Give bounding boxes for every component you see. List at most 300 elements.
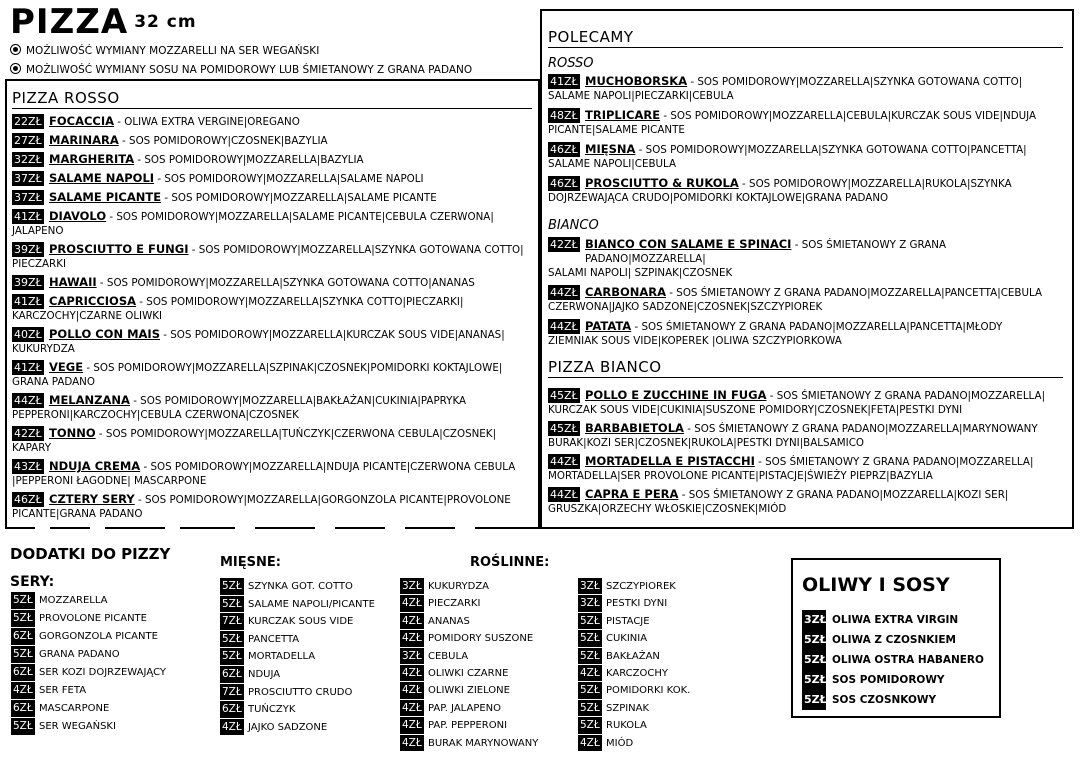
note-vegan-cheese	[10, 44, 319, 59]
menu-item-line	[548, 421, 1068, 436]
price-tag: 39ZŁ	[12, 275, 44, 290]
polecamy-rosso-label: ROSSO	[548, 56, 594, 71]
menu-item-line	[12, 171, 534, 186]
price-tag: 45ZŁ	[548, 421, 580, 436]
item-name: PROSCIUTTO & RUKOLA	[585, 176, 739, 190]
dash-segment	[50, 527, 90, 529]
menu-item	[12, 275, 534, 290]
item-description	[49, 426, 534, 441]
oil-price: 5ZŁ	[802, 630, 826, 650]
menu-item-line	[12, 242, 534, 257]
item-description	[585, 319, 1068, 334]
menu-item	[548, 487, 1068, 516]
addon-price: 5ZŁ	[11, 718, 35, 735]
item-ingredients: - SOS ŚMIETANOWY Z GRANA PADANO|MOZZARELLA|MARYNOWANY	[683, 423, 1038, 435]
item-description	[49, 275, 534, 290]
item-description	[49, 294, 534, 309]
addon-name: SER KOZI DOJRZEWAJĄCY	[39, 667, 167, 678]
item-description	[49, 133, 534, 148]
menu-item-line	[548, 74, 1068, 89]
addon-name: PIECZARKI	[428, 598, 481, 610]
menu-item-line	[12, 393, 534, 408]
item-ingredients-continued: SALAME NAPOLI|CEBULA	[548, 158, 677, 170]
menu-item	[12, 393, 534, 422]
item-description	[585, 237, 1068, 266]
addon-price: 6ZŁ	[11, 664, 35, 681]
addon-item	[578, 578, 690, 595]
menu-item-line	[12, 492, 534, 507]
item-name: MARINARA	[49, 133, 119, 147]
polecamy-bianco-list	[548, 237, 1068, 353]
roslinne-list-a	[400, 578, 538, 752]
addon-price: 5ZŁ	[220, 648, 244, 665]
addon-item	[11, 628, 166, 646]
item-description	[49, 209, 534, 224]
price-tag: 48ZŁ	[548, 108, 580, 123]
addon-item	[11, 610, 166, 628]
addon-price: 5ZŁ	[220, 578, 244, 595]
addon-item	[220, 666, 375, 684]
addon-item	[220, 701, 375, 719]
item-name: MARGHERITA	[49, 152, 135, 166]
item-name: MELANZANA	[49, 393, 130, 407]
polecamy-rosso-list	[548, 74, 1068, 210]
menu-item-line	[12, 327, 534, 342]
addon-item	[11, 700, 166, 718]
bianco-list	[548, 388, 1068, 520]
addon-price: 3ZŁ	[578, 595, 602, 611]
rosso-dashed-bottom	[5, 527, 540, 529]
addon-price: 5ZŁ	[578, 630, 602, 646]
addon-name: KURCZAK SOUS VIDE	[248, 616, 354, 628]
addon-price: 7ZŁ	[220, 684, 244, 701]
item-description	[585, 176, 1068, 191]
item-name: BIANCO CON SALAME E SPINACI	[585, 237, 792, 251]
menu-item	[12, 190, 534, 205]
addon-item	[220, 596, 375, 614]
menu-item	[12, 242, 534, 271]
title-rule	[12, 108, 532, 109]
item-name: CAPRICCIOSA	[49, 294, 137, 308]
item-ingredients: - SOS POMIDOROWY|MOZZARELLA|GORGONZOLA PICANTE|PROVOLONE	[134, 494, 511, 506]
dash-segment	[405, 527, 455, 529]
addon-item	[400, 717, 538, 734]
price-tag: 46ZŁ	[548, 142, 580, 157]
menu-item-line	[548, 454, 1068, 469]
item-name: CARBONARA	[585, 285, 667, 299]
bianco-section-title	[548, 358, 1063, 378]
item-ingredients-continued: KUKURYDZA	[12, 343, 75, 355]
addon-name: MASCARPONE	[39, 703, 110, 714]
addon-item	[400, 735, 538, 752]
title-text: PIZZA	[10, 2, 129, 42]
addon-name: OLIWKI ZIELONE	[428, 685, 510, 697]
menu-item	[12, 327, 534, 356]
addon-price: 4ZŁ	[11, 682, 35, 699]
item-description	[49, 152, 534, 167]
item-ingredients: - SOS POMIDOROWY|MOZZARELLA|BAZYLIA	[134, 154, 364, 166]
addon-item	[578, 630, 690, 647]
price-tag: 37ZŁ	[12, 171, 44, 186]
menu-item-line	[12, 275, 534, 290]
addon-name: RUKOLA	[606, 720, 647, 732]
addon-item	[400, 613, 538, 630]
menu-item	[548, 454, 1068, 483]
item-description	[585, 74, 1068, 89]
item-ingredients-continued: SALAMI NAPOLI| SZPINAK|CZOSNEK	[548, 267, 733, 279]
item-description	[585, 285, 1068, 300]
addon-name: PANCETTA	[248, 633, 300, 645]
rosso-box	[5, 79, 540, 529]
addon-name: MORTADELLA	[248, 651, 316, 663]
item-ingredients: - SOS POMIDOROWY|MOZZARELLA|RUKOLA|SZYNKA	[738, 178, 1012, 190]
item-ingredients-continued: KURCZAK SOUS VIDE|CUKINIA|SUSZONE POMIDORY|CZOSNEK|FETA|PESTKI DYNI	[548, 404, 963, 416]
price-tag: 22ZŁ	[12, 114, 44, 129]
addon-price: 4ZŁ	[400, 735, 424, 751]
menu-item	[548, 421, 1068, 450]
addon-name: CUKINIA	[606, 633, 648, 645]
oil-name: OLIWA OSTRA HABANERO	[832, 654, 984, 666]
price-tag: 41ZŁ	[12, 360, 44, 375]
addon-price: 6ZŁ	[11, 628, 35, 645]
bullet-icon	[10, 44, 21, 55]
sery-title: SERY:	[10, 574, 55, 590]
item-ingredients-continued: JALAPENO	[12, 225, 64, 237]
addon-item	[400, 700, 538, 717]
addon-name: MOZZARELLA	[39, 595, 108, 606]
item-name: VEGE	[49, 360, 84, 374]
addon-item	[220, 613, 375, 631]
item-description	[585, 487, 1068, 502]
item-ingredients: - SOS POMIDOROWY|MOZZARELLA|SALAME PICANTE|CEBULA CZERWONA|	[106, 211, 494, 223]
addon-price: 5ZŁ	[11, 592, 35, 609]
roslinne-title: ROŚLINNE:	[470, 555, 550, 570]
item-name: SALAME NAPOLI	[49, 171, 155, 185]
menu-item	[12, 114, 534, 129]
item-description	[49, 327, 534, 342]
roslinne-list-b	[578, 578, 690, 752]
menu-item-line	[548, 176, 1068, 191]
price-tag: 44ZŁ	[548, 454, 580, 469]
oil-price: 5ZŁ	[802, 650, 826, 670]
price-tag: 46ZŁ	[548, 176, 580, 191]
dash-segment	[255, 527, 315, 529]
addon-name: GORGONZOLA PICANTE	[39, 631, 158, 642]
price-tag: 41ZŁ	[12, 209, 44, 224]
item-ingredients: - SOS POMIDOROWY|MOZZARELLA|SZYNKA GOTOWANA COTTO|	[188, 244, 524, 256]
addon-item	[220, 719, 375, 737]
item-description	[585, 388, 1068, 403]
addon-price: 4ZŁ	[400, 717, 424, 733]
item-ingredients: - SOS POMIDOROWY|MOZZARELLA|NDUJA PICANTE|CZERWONA CEBULA	[140, 461, 516, 473]
menu-item	[12, 171, 534, 186]
menu-item	[12, 133, 534, 148]
addon-item	[220, 684, 375, 702]
item-name: MIĘSNA	[585, 142, 636, 156]
oil-price: 5ZŁ	[802, 670, 826, 690]
menu-item-line	[12, 114, 534, 129]
menu-item-line	[12, 209, 534, 224]
addon-name: PROSCIUTTO CRUDO	[248, 686, 353, 698]
item-ingredients-continued: PICANTE|SALAME PICANTE	[548, 124, 685, 136]
dash-segment	[105, 527, 165, 529]
menu-item-line	[548, 285, 1068, 300]
oil-price: 5ZŁ	[802, 690, 826, 710]
dash-segment	[475, 527, 540, 529]
price-tag: 39ZŁ	[12, 242, 44, 257]
oliwy-list	[802, 610, 984, 710]
addon-item	[400, 648, 538, 665]
menu-item-line	[548, 237, 1068, 266]
item-name: BARBABIETOLA	[585, 421, 684, 435]
addon-price: 3ZŁ	[400, 648, 424, 664]
menu-item	[548, 237, 1068, 280]
item-name: MUCHOBORSKA	[585, 74, 688, 88]
item-description	[585, 454, 1068, 469]
item-description	[49, 114, 534, 129]
price-tag: 44ZŁ	[548, 285, 580, 300]
price-tag: 37ZŁ	[12, 190, 44, 205]
item-description	[49, 360, 534, 375]
item-name: SALAME PICANTE	[49, 190, 162, 204]
title-rule	[548, 47, 1063, 48]
item-ingredients: - SOS POMIDOROWY|MOZZARELLA|SALAME PICANTE	[161, 192, 437, 204]
bullet-icon	[10, 63, 21, 74]
addon-price: 4ZŁ	[400, 595, 424, 611]
price-tag: 27ZŁ	[12, 133, 44, 148]
addon-price: 5ZŁ	[578, 717, 602, 733]
addon-name: PAP. PEPPERONI	[428, 720, 508, 732]
addon-item	[11, 664, 166, 682]
menu-item-line	[12, 459, 534, 474]
oil-name: OLIWA Z CZOSNKIEM	[832, 634, 956, 646]
item-ingredients: - SOS POMIDOROWY|MOZZARELLA|SZYNKA GOTOWANA COTTO|	[687, 76, 1023, 88]
note-text: MOŻLIWOŚĆ WYMIANY MOZZARELLI NA SER WEGAŃSKI	[26, 45, 320, 57]
menu-item-line	[548, 319, 1068, 334]
dash-segment	[180, 527, 235, 529]
addon-price: 4ZŁ	[578, 665, 602, 681]
oil-item	[802, 630, 984, 650]
menu-item	[548, 142, 1068, 171]
item-ingredients-continued: DOJRZEWAJĄCA CRUDO|POMIDORKI KOKTAJLOWE|GRANA PADANO	[548, 192, 889, 204]
price-tag: 43ZŁ	[12, 459, 44, 474]
menu-item-line	[12, 133, 534, 148]
addon-price: 6ZŁ	[11, 700, 35, 717]
addon-item	[578, 665, 690, 682]
item-ingredients-continued: GRANA PADANO	[12, 376, 95, 388]
addon-name: NDUJA	[248, 668, 281, 680]
price-tag: 44ZŁ	[548, 487, 580, 502]
dash-segment	[335, 527, 385, 529]
addon-name: PAP. JALAPENO	[428, 702, 502, 714]
item-ingredients: - SOS POMIDOROWY|MOZZARELLA|SZPINAK|CZOSNEK|POMIDORKI KOKTAJLOWE|	[83, 362, 503, 374]
item-description	[49, 190, 534, 205]
addon-item	[11, 718, 166, 736]
oil-name: SOS CZOSNKOWY	[832, 694, 937, 706]
item-description	[585, 421, 1068, 436]
menu-item-line	[548, 142, 1068, 157]
addon-name: TUŃCZYK	[248, 704, 296, 716]
item-ingredients-continued: PIECZARKI	[12, 258, 66, 270]
item-ingredients: - SOS ŚMIETANOWY Z GRANA PADANO|MOZZARELLA|	[766, 390, 1046, 402]
menu-item-line	[548, 108, 1068, 123]
item-ingredients-continued: CZERWONA|JAJKO SADZONE|CZOSNEK|SZCZYPIOREK	[548, 301, 823, 313]
item-ingredients-continued: PEPPERONI|KARCZOCHY|CEBULA CZERWONA|CZOSNEK	[12, 409, 299, 421]
addon-price: 7ZŁ	[220, 613, 244, 630]
addon-name: SALAME NAPOLI/PICANTE	[248, 598, 375, 610]
menu-item-line	[12, 190, 534, 205]
addon-name: GRANA PADANO	[39, 649, 120, 660]
price-tag: 42ZŁ	[548, 237, 580, 252]
addon-item	[400, 595, 538, 612]
item-ingredients: - SOS ŚMIETANOWY Z GRANA PADANO|MOZZARELLA|	[754, 456, 1034, 468]
price-tag: 41ZŁ	[548, 74, 580, 89]
addon-price: 5ZŁ	[220, 596, 244, 613]
oil-price: 3ZŁ	[802, 610, 826, 630]
menu-item-line	[12, 426, 534, 441]
item-ingredients-continued: KARCZOCHY|CZARNE OLIWKI	[12, 310, 163, 322]
addon-price: 5ZŁ	[578, 613, 602, 629]
addon-name: MIÓD	[606, 737, 634, 749]
item-ingredients: - SOS ŚMIETANOWY Z GRANA PADANO|MOZZARELLA|	[585, 239, 947, 265]
oil-item	[802, 650, 984, 670]
addon-name: KUKURYDZA	[428, 581, 490, 592]
item-ingredients: - SOS POMIDOROWY|CZOSNEK|BAZYLIA	[118, 135, 328, 147]
price-tag: 46ZŁ	[12, 492, 44, 507]
sery-list	[11, 592, 166, 736]
addon-item	[11, 682, 166, 700]
addon-item	[578, 595, 690, 612]
price-tag: 44ZŁ	[12, 393, 44, 408]
price-tag: 41ZŁ	[12, 294, 44, 309]
addon-price: 3ZŁ	[578, 578, 602, 594]
addon-name: OLIWKI CZARNE	[428, 667, 509, 679]
item-name: NDUJA CREMA	[49, 459, 141, 473]
menu-item	[12, 426, 534, 455]
menu-item	[548, 388, 1068, 417]
dodatki-title: DODATKI DO PIZZY	[10, 545, 171, 563]
item-ingredients: - SOS POMIDOROWY|MOZZARELLA|CEBULA|KURCZAK SOUS VIDE|NDUJA	[660, 110, 1037, 122]
addon-price: 4ZŁ	[400, 682, 424, 698]
menu-item-line	[12, 152, 534, 167]
addon-price: 4ZŁ	[400, 665, 424, 681]
addon-item	[400, 665, 538, 682]
addon-price: 4ZŁ	[220, 719, 244, 736]
menu-item	[548, 319, 1068, 348]
menu-title	[10, 2, 197, 42]
addon-price: 5ZŁ	[11, 646, 35, 663]
addon-name: POMIDORKI KOK.	[606, 685, 691, 697]
addon-name: BURAK MARYNOWANY	[428, 737, 539, 749]
addon-item	[400, 630, 538, 647]
addon-price: 3ZŁ	[400, 578, 424, 594]
menu-item	[12, 294, 534, 323]
item-ingredients: - SOS POMIDOROWY|MOZZARELLA|KURCZAK SOUS VIDE|ANANAS|	[159, 329, 505, 341]
dash-segment	[5, 527, 35, 529]
addon-item	[578, 735, 690, 752]
title-rule	[548, 377, 1063, 378]
item-ingredients: - SOS ŚMIETANOWY Z GRANA PADANO|MOZZARELLA|PANCETTA|MŁODY	[631, 321, 1003, 333]
item-ingredients: - SOS POMIDOROWY|MOZZARELLA|SZYNKA GOTOWANA COTTO|PANCETTA|	[635, 144, 1027, 156]
addon-name: ANANAS	[428, 615, 470, 627]
oil-item	[802, 690, 984, 710]
addon-name: CEBULA	[428, 650, 469, 662]
addon-price: 4ZŁ	[400, 700, 424, 716]
note-text: MOŻLIWOŚĆ WYMIANY SOSU NA POMIDOROWY LUB ŚMIETANOWY Z GRANA PADANO	[26, 64, 473, 76]
addon-price: 5ZŁ	[578, 648, 602, 664]
menu-item	[548, 74, 1068, 103]
addon-name: SER WEGAŃSKI	[39, 721, 116, 732]
item-description	[585, 108, 1068, 123]
oliwy-box	[791, 558, 1001, 718]
menu-item	[12, 360, 534, 389]
item-ingredients: - SOS POMIDOROWY|MOZZARELLA|SZYNKA COTTO|PIECZARKI|	[136, 296, 464, 308]
item-ingredients: - SOS ŚMIETANOWY Z GRANA PADANO|MOZZARELLA|PANCETTA|CEBULA	[666, 287, 1043, 299]
addon-name: SER FETA	[39, 685, 87, 696]
rosso-list	[12, 114, 534, 525]
addon-name: BAKŁAŻAN	[606, 650, 660, 662]
addon-price: 5ZŁ	[11, 610, 35, 627]
item-description	[49, 459, 534, 474]
addon-item	[578, 682, 690, 699]
item-ingredients: - SOS ŚMIETANOWY Z GRANA PADANO|MOZZARELLA|KOZI SER|	[678, 489, 1009, 501]
item-name: HAWAII	[49, 275, 97, 289]
addon-name: JAJKO SADZONE	[248, 721, 328, 733]
menu-item	[548, 108, 1068, 137]
addon-item	[220, 578, 375, 596]
item-description	[585, 142, 1068, 157]
addon-item	[220, 631, 375, 649]
addon-item	[578, 648, 690, 665]
menu-item-line	[548, 487, 1068, 502]
polecamy-bianco-label: BIANCO	[548, 218, 599, 233]
item-ingredients-continued: GRUSZKA|ORZECHY WŁOSKIE|CZOSNEK|MIÓD	[548, 503, 787, 515]
item-name: POLLO CON MAIS	[49, 327, 160, 341]
item-ingredients-continued: ZIEMNIAK SOUS VIDE|KOPEREK |OLIWA SZCZYPIORKOWA	[548, 335, 842, 347]
item-ingredients: - SOS POMIDOROWY|MOZZARELLA|TUŃCZYK|CZERWONA CEBULA|CZOSNEK|	[95, 428, 497, 440]
addon-item	[578, 717, 690, 734]
menu-item-line	[12, 294, 534, 309]
menu-item	[12, 209, 534, 238]
addon-item	[578, 613, 690, 630]
addon-item	[400, 578, 538, 595]
polecamy-box	[540, 9, 1074, 529]
addon-item	[11, 646, 166, 664]
miesne-title: MIĘSNE:	[220, 555, 281, 570]
polecamy-title	[548, 28, 1063, 48]
addon-price: 5ZŁ	[578, 682, 602, 698]
item-name: CZTERY SERY	[49, 492, 135, 506]
addon-name: SZPINAK	[606, 702, 650, 714]
price-tag: 40ZŁ	[12, 327, 44, 342]
item-ingredients: - OLIWA EXTRA VERGINE|OREGANO	[114, 116, 300, 128]
note-sauce-swap	[10, 63, 472, 78]
menu-item	[548, 285, 1068, 314]
menu-item	[12, 152, 534, 167]
menu-item	[12, 459, 534, 488]
addon-name: PROVOLONE PICANTE	[39, 613, 147, 624]
item-ingredients-continued: PICANTE|GRANA PADANO	[12, 508, 143, 520]
miesne-list	[220, 578, 375, 736]
item-description	[49, 492, 534, 507]
menu-item-line	[548, 388, 1068, 403]
addon-name: PISTACJE	[606, 615, 650, 627]
menu-item-line	[12, 360, 534, 375]
item-name: PROSCIUTTO E FUNGI	[49, 242, 189, 256]
addon-price: 5ZŁ	[220, 631, 244, 648]
bianco-title-text: PIZZA BIANCO	[548, 358, 662, 376]
item-name: PATATA	[585, 319, 632, 333]
